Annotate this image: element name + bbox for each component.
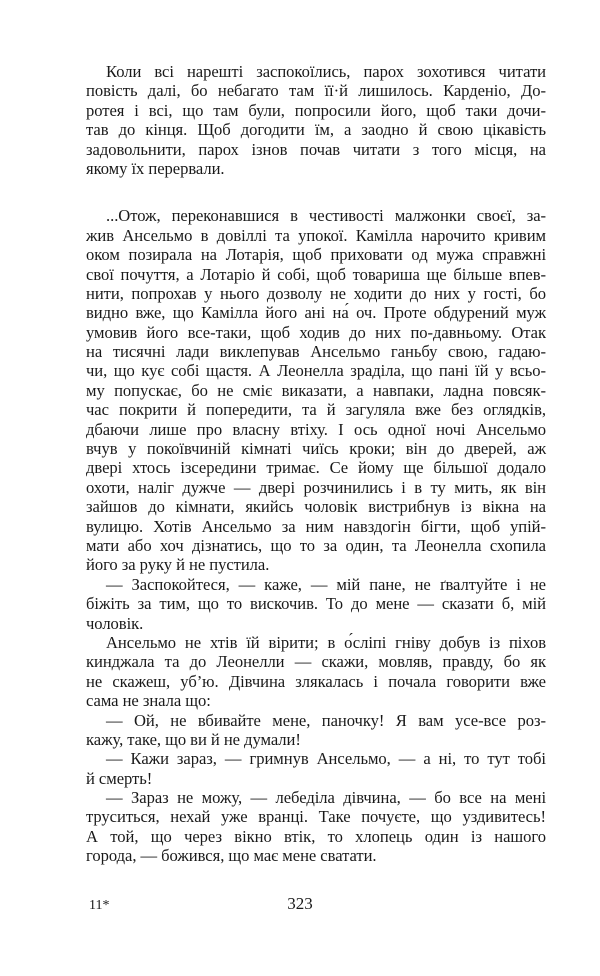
paragraph [86, 633, 546, 711]
text-line: Коли всі нарешті заспокоїлись, парох зохотився читати [106, 62, 546, 81]
paragraph [86, 711, 546, 750]
text-line: не скажеш, уб’ю. Дівчина злякалась і почала говорити вже [86, 671, 546, 691]
text-line: зайшов до кімнати, якийсь чоловік вистрибнув із вікна на [86, 497, 546, 517]
text-line: чи, що кує собі щастя. А Леонелла зраділа, що пані їй у всьо- [86, 361, 546, 381]
text-line: му попускає, бо не сміє виказати, а навпаки, ладна повсяк- [86, 380, 546, 400]
text-line: свої почуття, а Лотаріо й собі, щоб товариша ще більше впев- [86, 264, 546, 284]
text-line: двері хтось ізсередини тримає. Се йому ще більшої додало [86, 458, 546, 478]
paragraph [86, 788, 546, 866]
text-line: ротея і всі, що там були, попросили його, щоб таки дочи- [86, 100, 546, 120]
text-line: тав до кінця. Щоб догодити їм, а заодно й свою цікавість [86, 120, 546, 140]
text-line: А той, що через вікно втік, то хлопець один із нашого [86, 826, 546, 846]
text-line: умовив його все-таки, щоб ходив до них по-давньому. Отак [86, 322, 546, 342]
body-text [86, 62, 546, 866]
text-line: Ансельмо не хтів їй вірити; в о́сліпі гніву добув із піхов [106, 632, 546, 652]
text-line: оком позирала на Лотарія, щоб приховати од мужа справжні [86, 245, 546, 265]
text-line: — Зараз не можу, — лебеділа дівчина, — бо все на мені [106, 788, 546, 808]
text-line: видно вже, що Камілла його ані на́ оч. Проте обдурений муж [86, 303, 546, 323]
text-line: чоловік. [86, 613, 144, 633]
text-line: города, — божився, що має мене сватати. [86, 846, 377, 866]
paragraph [86, 206, 546, 574]
text-line: сама не знала що: [86, 691, 211, 711]
text-line: його за руку й не пустила. [86, 555, 270, 575]
text-line: на тисячні лади виклепував Ансельмо ганьбу свою, гадаю- [86, 342, 546, 362]
text-line: охоти, наліг дужче — двері розчинились і в ту мить, як він [86, 477, 546, 497]
text-line: вчув у покоївчиній кімнаті чиїсь кроки; він до дверей, аж [86, 439, 546, 459]
text-line: біжіть за тим, що то вискочив. То до мене — сказати б, мій [86, 594, 546, 614]
text-line: жив Ансельмо в довіллі та упокої. Камілла нарочито кривим [86, 225, 546, 245]
text-line: якому їх перервали. [86, 158, 225, 178]
text-line: й смерть! [86, 768, 153, 788]
text-line: повість далі, бо небагато там її·й лишилось. Карденіо, До- [86, 81, 546, 101]
text-line: задовольнити, парох ізнов почав читати з того місця, на [86, 139, 546, 159]
text-line: — Ой, не вбивайте мене, паночку! Я вам усе-все роз- [106, 710, 546, 730]
text-line: вулицю. Хотів Ансельмо за ним навздогін бігти, щоб упій- [86, 516, 546, 536]
text-line: кинджала та до Леонелли — скажи, мовляв, правду, бо як [86, 652, 546, 672]
text-line: дбаючи лише про власну втіху. І ось одної ночі Ансельмо [86, 419, 546, 439]
page-number: 323 [287, 894, 313, 913]
printer-signature-mark: 11* [89, 898, 110, 913]
text-line: мати або хоч дізнатись, що то за один, та Леонелла схопила [86, 535, 546, 555]
paragraph [86, 62, 546, 178]
text-line: труситься, нехай уже вранці. Таке почуєте, що уздивитесь! [86, 807, 546, 827]
paragraph [86, 575, 546, 633]
text-line: — Заспокойтеся, — каже, — мій пане, не ґвалтуйте і не [106, 574, 546, 594]
text-line: кажу, таке, що ви й не думали! [86, 729, 301, 749]
text-line: час покрити й попередити, та й загуляла вже без оглядків, [86, 400, 546, 420]
text-line: нити, попрохав у нього дозволу не ходити до них у гості, бо [86, 283, 546, 303]
paragraph [86, 749, 546, 788]
text-line: — Кажи зараз, — гримнув Ансельмо, — а ні, то тут тобі [106, 749, 546, 769]
text-line: ...Отож, переконавшися в честивості малжонки своєї, за- [106, 206, 546, 226]
